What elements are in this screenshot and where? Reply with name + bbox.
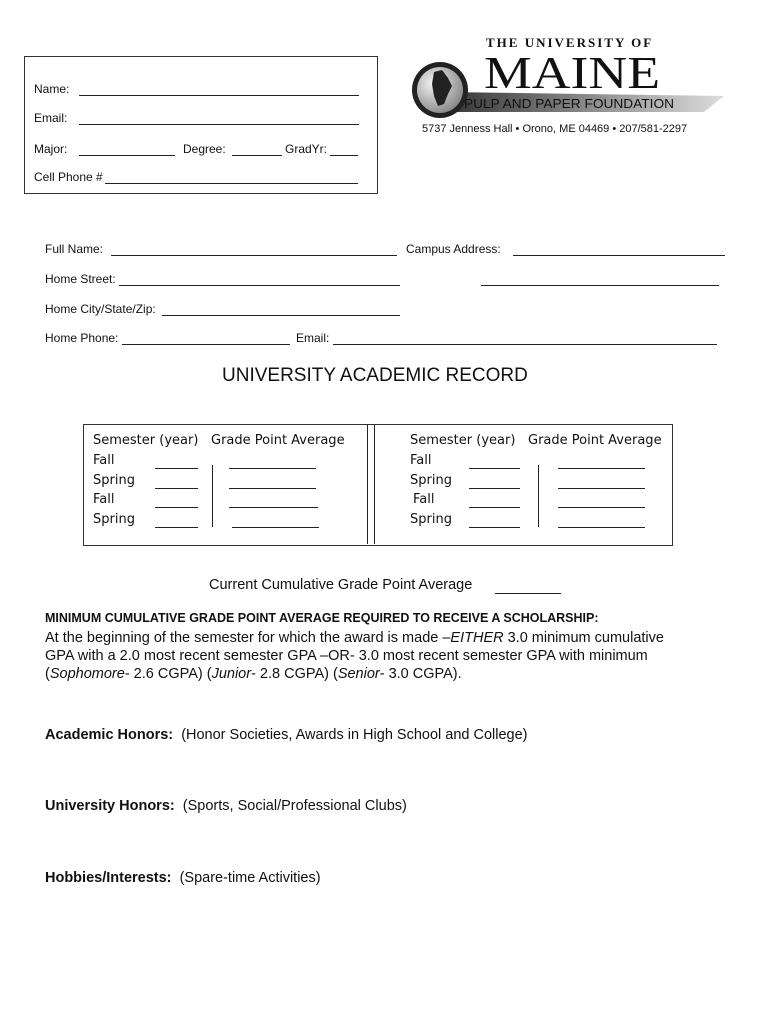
minimum-line-3-a: - 2.6 CGPA) ( [124, 666, 212, 682]
hobbies-section [45, 869, 321, 887]
minimum-gpa-paragraph [45, 629, 745, 683]
email-label: Email: [34, 111, 68, 125]
university-honors-description: (Sports, Social/Professional Clubs) [182, 798, 407, 814]
university-honors-section [45, 797, 407, 815]
right-row-1-semester: Fall [410, 453, 432, 468]
campus-address-field[interactable] [513, 255, 725, 256]
minimum-gpa-heading: MINIMUM CUMULATIVE GRADE POINT AVERAGE REQUIRED TO RECEIVE A SCHOLARSHIP: [45, 611, 599, 625]
right-column-separator [538, 465, 539, 527]
major-label: Major: [34, 142, 68, 156]
degree-label: Degree: [183, 142, 226, 156]
minimum-line-3-c: - 3.0 CGPA). [379, 666, 462, 682]
cell-phone-label: Cell Phone # [34, 170, 103, 184]
minimum-line-1 [45, 629, 745, 647]
table-divider-right [374, 425, 375, 544]
left-row-2-gpa[interactable] [229, 488, 316, 489]
gradyr-label: GradYr: [285, 142, 328, 156]
left-header-semester: Semester (year) [93, 433, 199, 448]
left-row-4-semester: Spring [93, 512, 135, 527]
minimum-line-3-open: ( [45, 666, 50, 682]
right-row-4-year[interactable] [469, 527, 520, 528]
right-row-2-gpa[interactable] [558, 488, 645, 489]
home-street-label: Home Street: [45, 272, 116, 286]
logo-graphic [404, 34, 726, 118]
campus-address-label: Campus Address: [406, 242, 501, 256]
record-title: UNIVERSITY ACADEMIC RECORD [222, 365, 528, 386]
minimum-line-3 [45, 665, 745, 683]
left-header-gpa: Grade Point Average [211, 433, 345, 448]
right-row-3-year[interactable] [469, 507, 520, 508]
left-row-4-year[interactable] [155, 527, 198, 528]
right-row-3-gpa[interactable] [558, 507, 645, 508]
email-field[interactable] [79, 124, 359, 125]
campus-address-line-2-field[interactable] [481, 285, 719, 286]
contact-email-label: Email: [296, 331, 330, 345]
full-name-field[interactable] [111, 255, 397, 256]
applicant-info-box [24, 56, 378, 194]
right-row-2-semester: Spring [410, 473, 452, 488]
left-row-3-semester: Fall [93, 492, 115, 507]
minimum-line-2: GPA with a 2.0 most recent semester GPA –OR- 3.0 most recent semester GPA with minimum [45, 648, 648, 664]
gradyr-field[interactable] [330, 155, 358, 156]
home-phone-label: Home Phone: [45, 331, 119, 345]
home-city-field[interactable] [162, 315, 400, 316]
left-row-1-semester: Fall [93, 453, 115, 468]
left-row-1-year[interactable] [155, 468, 198, 469]
logo-line-maine: MAINE [484, 47, 660, 98]
senior-text: Senior [337, 666, 380, 682]
hobbies-label: Hobbies/Interests: [45, 870, 172, 886]
minimum-line-3-b: - 2.8 CGPA) ( [251, 666, 338, 682]
left-row-3-gpa[interactable] [229, 507, 318, 508]
minimum-line-1-b: 3.0 minimum cumulative [503, 630, 664, 646]
cumulative-gpa-label: Current Cumulative Grade Point Average [209, 577, 473, 593]
left-row-2-year[interactable] [155, 488, 198, 489]
academic-honors-label: Academic Honors: [45, 727, 174, 743]
left-row-1-gpa[interactable] [229, 468, 316, 469]
home-city-label: Home City/State/Zip: [45, 302, 156, 316]
right-header-gpa: Grade Point Average [528, 433, 662, 448]
major-field[interactable] [79, 155, 175, 156]
minimum-line-1-a: At the beginning of the semester for which the award is made – [45, 630, 451, 646]
right-row-4-semester: Spring [410, 512, 452, 527]
name-label: Name: [34, 82, 70, 96]
left-row-2-semester: Spring [93, 473, 135, 488]
right-row-4-gpa[interactable] [558, 527, 645, 528]
logo-line-foundation: PULP AND PAPER FOUNDATION [464, 96, 674, 111]
right-row-1-gpa[interactable] [558, 468, 645, 469]
university-logo [404, 34, 726, 118]
name-field[interactable] [79, 95, 359, 96]
logo-line-the-university-of: THE UNIVERSITY OF [486, 35, 654, 50]
right-header-semester: Semester (year) [410, 433, 516, 448]
cell-phone-field[interactable] [105, 183, 358, 184]
junior-text: Junior [211, 666, 252, 682]
cumulative-gpa-field[interactable] [495, 593, 561, 594]
foundation-address: 5737 Jenness Hall • Orono, ME 04469 • 207/581-2297 [422, 123, 688, 135]
full-name-label: Full Name: [45, 242, 104, 256]
home-street-field[interactable] [119, 285, 400, 286]
contact-email-field[interactable] [333, 344, 717, 345]
academic-honors-description: (Honor Societies, Awards in High School and College) [181, 727, 528, 743]
academic-honors-section [45, 726, 528, 744]
university-honors-label: University Honors: [45, 798, 175, 814]
left-row-3-year[interactable] [155, 507, 198, 508]
academic-record-table [83, 424, 673, 546]
left-column-separator [212, 465, 213, 527]
table-divider-left [367, 425, 368, 544]
hobbies-description: (Spare-time Activities) [179, 870, 321, 886]
left-row-4-gpa[interactable] [232, 527, 319, 528]
degree-field[interactable] [232, 155, 282, 156]
either-text: EITHER [450, 630, 504, 646]
sophomore-text: Sophomore [49, 666, 125, 682]
right-row-2-year[interactable] [469, 488, 520, 489]
right-row-3-semester: Fall [413, 492, 435, 507]
home-phone-field[interactable] [122, 344, 290, 345]
right-row-1-year[interactable] [469, 468, 520, 469]
